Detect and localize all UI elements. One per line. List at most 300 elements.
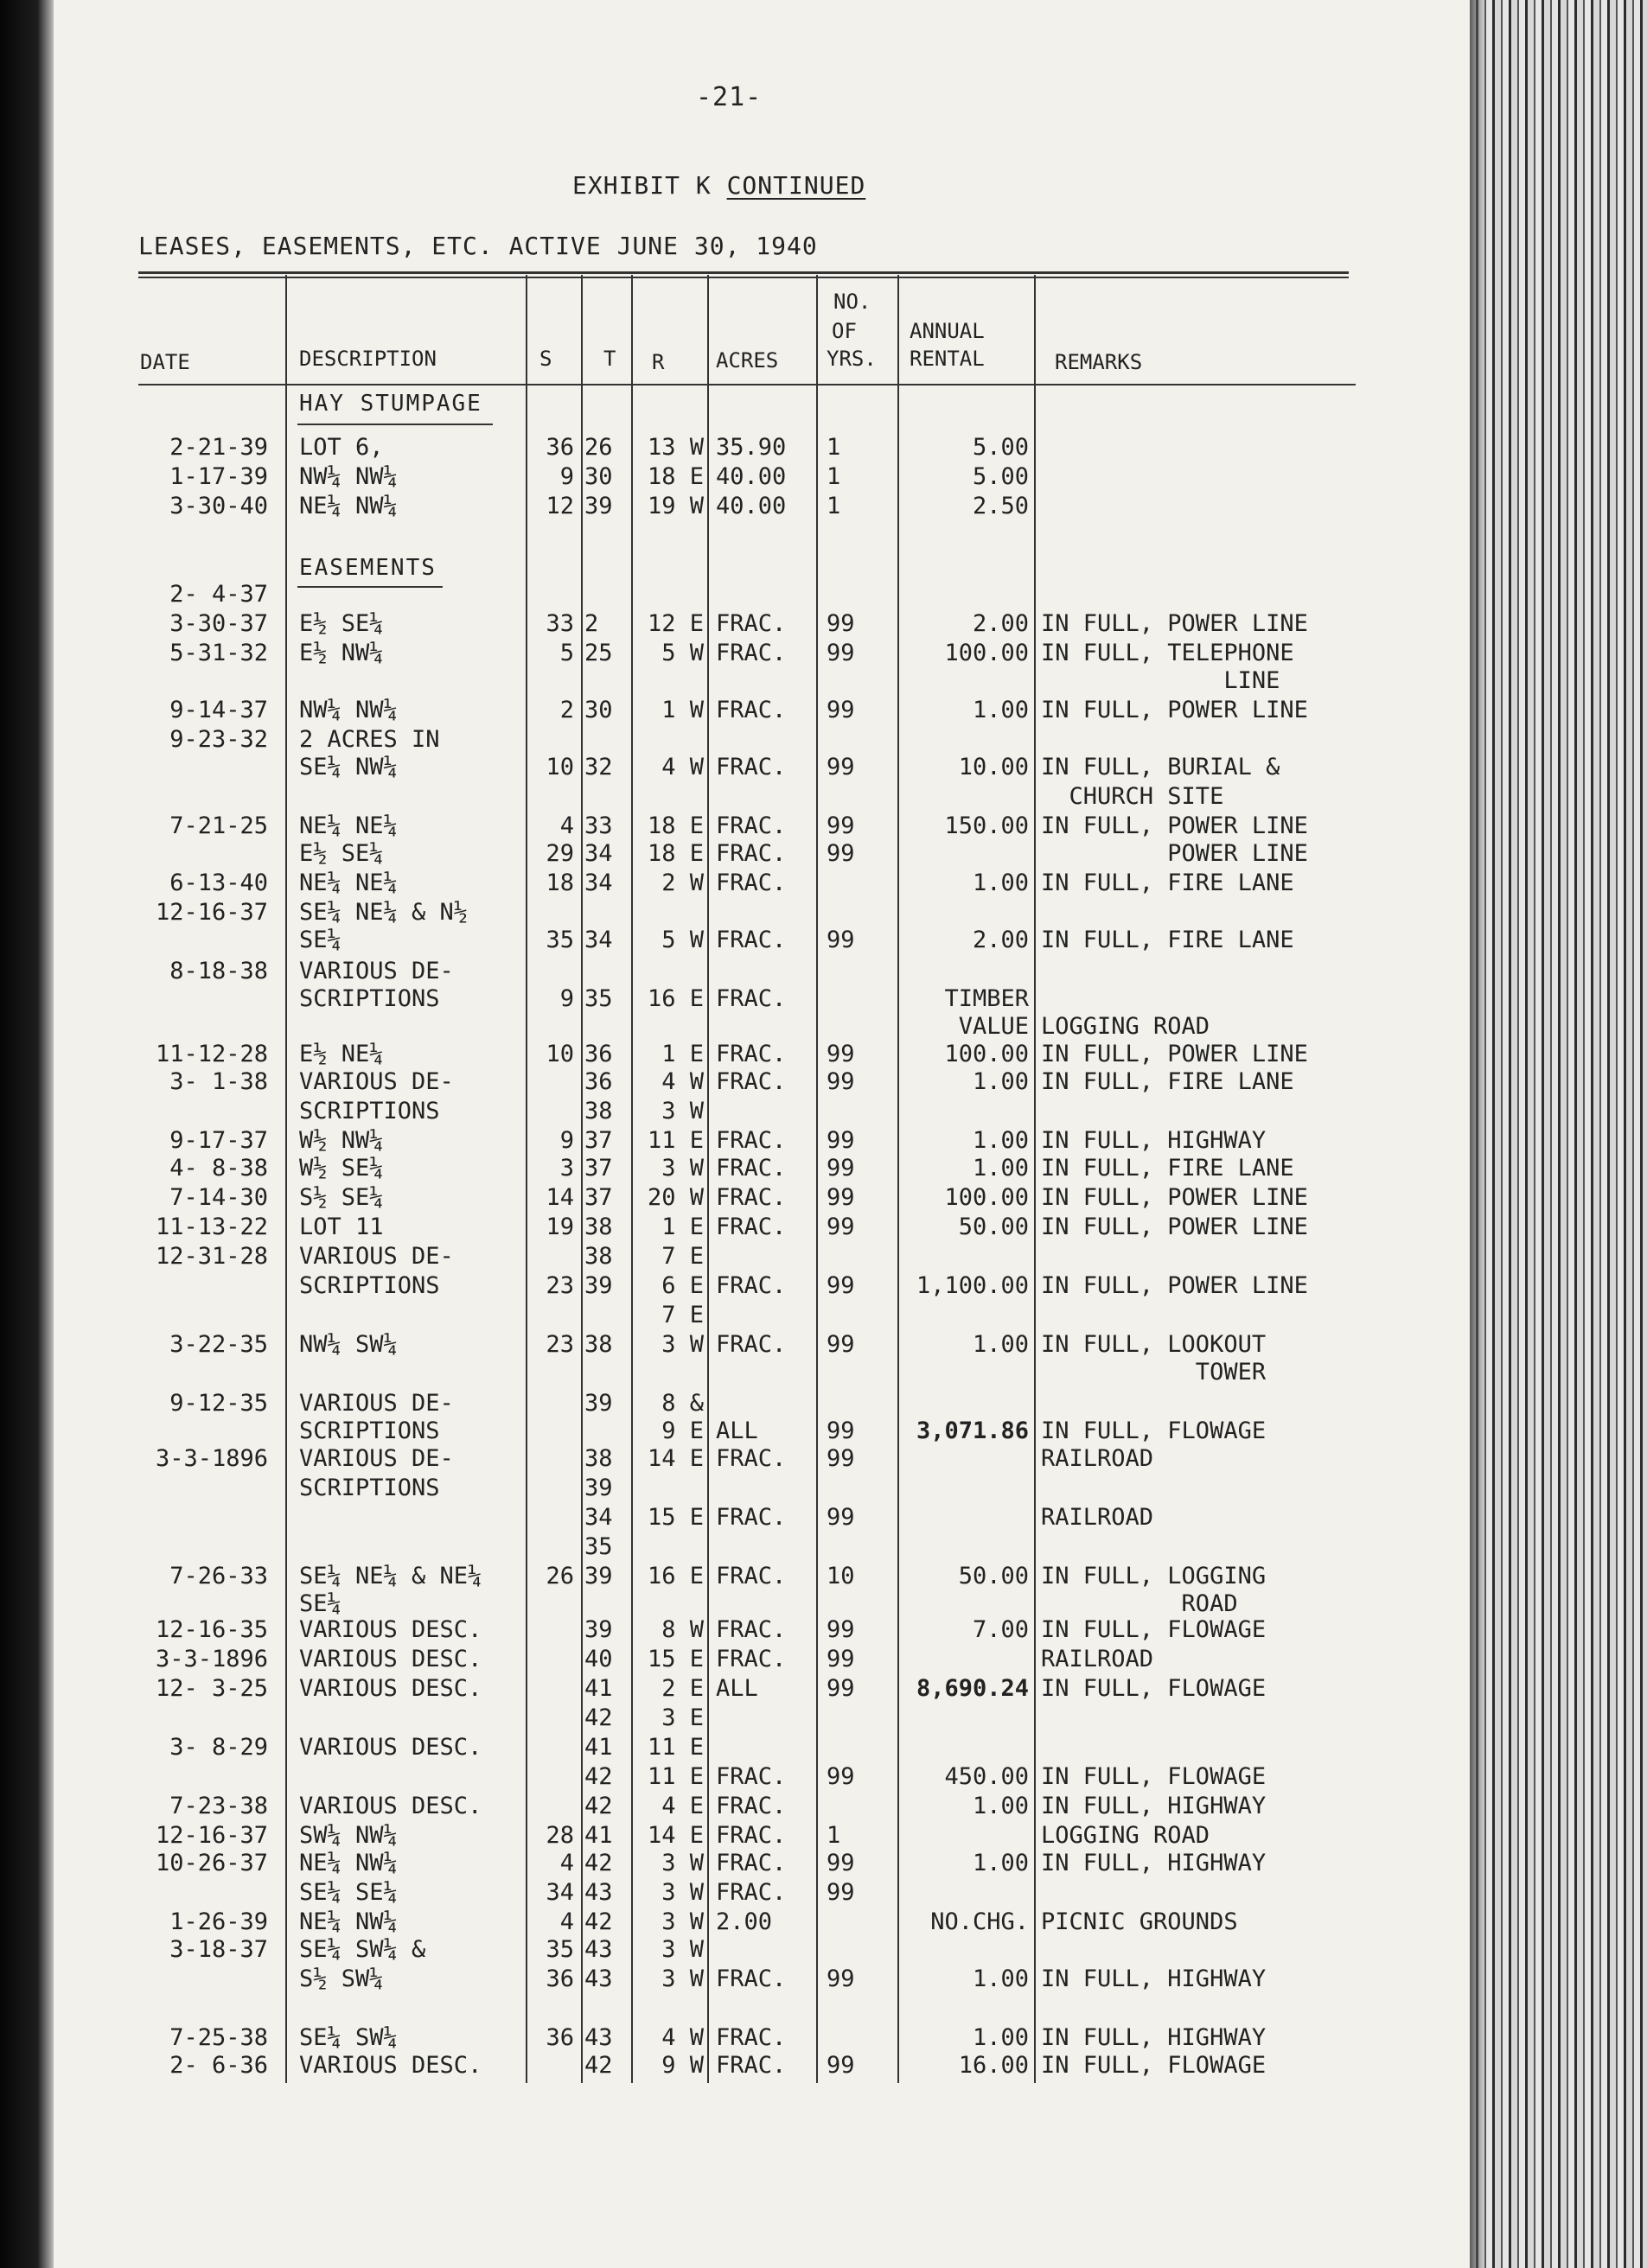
- cell-acres: FRAC.: [716, 1563, 787, 1590]
- exhibit-title-label: EXHIBIT K: [572, 171, 712, 200]
- column-divider: [285, 275, 287, 2083]
- cell-rental: 1.00: [972, 1068, 1029, 1095]
- cell-r: 3 W: [661, 1908, 704, 1935]
- cell-description: SE¼ SW¼ &: [299, 1936, 426, 1963]
- cell-acres: FRAC.: [716, 1822, 787, 1849]
- cell-rental: 1.00: [972, 1127, 1029, 1154]
- cell-t: 42: [584, 1850, 613, 1876]
- cell-r: 15 E: [647, 1504, 704, 1531]
- cell-remarks: IN FULL, POWER LINE: [1041, 1184, 1308, 1211]
- cell-description: SCRIPTIONS: [299, 985, 440, 1012]
- cell-t: 38: [584, 1331, 613, 1358]
- cell-description: W½ SE¼: [299, 1155, 384, 1182]
- cell-description: E½ SE¼: [299, 610, 384, 637]
- cell-t: 36: [584, 1041, 613, 1067]
- cell-date: 12-31-28: [155, 1243, 268, 1270]
- cell-s: 28: [546, 1822, 574, 1849]
- cell-years: 99: [827, 1850, 855, 1876]
- cell-remarks: IN FULL, POWER LINE: [1041, 1041, 1308, 1067]
- cell-s: 26: [546, 1563, 574, 1590]
- cell-remarks: IN FULL, FLOWAGE: [1041, 1616, 1267, 1643]
- cell-remarks: RAILROAD: [1041, 1445, 1154, 1472]
- cell-remarks: ROAD: [1041, 1590, 1238, 1617]
- cell-description: W½ NW¼: [299, 1127, 384, 1154]
- cell-acres: FRAC.: [716, 927, 787, 953]
- cell-years: 99: [827, 1646, 855, 1672]
- cell-years: 99: [827, 812, 855, 839]
- cell-date: 9-12-35: [169, 1390, 268, 1417]
- cell-years: 99: [827, 1965, 855, 1992]
- cell-s: 10: [546, 1041, 574, 1067]
- cell-date: 1-17-39: [169, 463, 268, 490]
- cell-years: 1: [827, 493, 841, 519]
- cell-years: 99: [827, 610, 855, 637]
- cell-rental: 10.00: [958, 754, 1029, 780]
- cell-t: 39: [584, 493, 613, 519]
- cell-date: 1-26-39: [169, 1908, 268, 1935]
- cell-acres: FRAC.: [716, 610, 787, 637]
- cell-r: 16 E: [647, 1563, 704, 1590]
- cell-years: 99: [827, 1331, 855, 1358]
- cell-s: 9: [559, 1127, 574, 1154]
- cell-rental: 3,071.86: [916, 1418, 1029, 1444]
- cell-description: NE¼ NW¼: [299, 1908, 398, 1935]
- cell-r: 3 W: [661, 1879, 704, 1906]
- cell-r: 3 W: [661, 1155, 704, 1182]
- cell-rental: 100.00: [944, 1184, 1029, 1211]
- cell-years: 99: [827, 640, 855, 666]
- section-hay-underline: [297, 424, 493, 425]
- cell-date: 9-17-37: [169, 1127, 268, 1154]
- cell-description: SCRIPTIONS: [299, 1418, 440, 1444]
- cell-remarks: IN FULL, HIGHWAY: [1041, 1850, 1267, 1876]
- cell-t: 43: [584, 2024, 613, 2051]
- cell-acres: FRAC.: [716, 1646, 787, 1672]
- cell-t: 30: [584, 697, 613, 723]
- cell-r: 7 E: [661, 1243, 704, 1270]
- cell-t: 38: [584, 1243, 613, 1270]
- section-easements: EASEMENTS: [299, 555, 437, 581]
- cell-years: 99: [827, 1763, 855, 1790]
- cell-date: 8-18-38: [169, 958, 268, 984]
- cell-t: 38: [584, 1445, 613, 1472]
- column-divider: [1034, 275, 1036, 2083]
- cell-acres: FRAC.: [716, 1850, 787, 1876]
- cell-description: SCRIPTIONS: [299, 1272, 440, 1299]
- cell-years: 99: [827, 840, 855, 867]
- cell-rental: 50.00: [958, 1563, 1029, 1590]
- cell-date: 12-16-35: [155, 1616, 268, 1643]
- cell-description: SE¼ NE¼ & NE¼: [299, 1563, 482, 1590]
- book-page-edges: [1470, 0, 1647, 2268]
- cell-t: 39: [584, 1563, 613, 1590]
- header-acres: ACRES: [716, 348, 779, 373]
- cell-r: 3 W: [661, 1965, 704, 1992]
- cell-r: 14 E: [647, 1445, 704, 1472]
- cell-date: 3- 8-29: [169, 1734, 268, 1761]
- cell-rental: 1.00: [972, 1155, 1029, 1182]
- cell-description: NW¼ NW¼: [299, 463, 398, 490]
- cell-remarks: CHURCH SITE: [1041, 783, 1224, 810]
- header-rental-1: ANNUAL: [910, 319, 985, 343]
- cell-s: 2: [559, 697, 574, 723]
- cell-acres: FRAC.: [716, 1127, 787, 1154]
- header-s: S: [539, 347, 552, 371]
- cell-s: 9: [559, 985, 574, 1012]
- cell-years: 99: [827, 1041, 855, 1067]
- cell-remarks: IN FULL, FLOWAGE: [1041, 1418, 1267, 1444]
- cell-r: 5 W: [661, 640, 704, 666]
- cell-s: 23: [546, 1331, 574, 1358]
- header-remarks: REMARKS: [1055, 350, 1143, 374]
- cell-rental: 2.00: [972, 610, 1029, 637]
- cell-rental: 16.00: [958, 2052, 1029, 2079]
- cell-rental: 1.00: [972, 697, 1029, 723]
- cell-t: 2: [584, 610, 599, 637]
- cell-years: 99: [827, 1445, 855, 1472]
- cell-r: 3 W: [661, 1936, 704, 1963]
- cell-s: 36: [546, 2024, 574, 2051]
- cell-remarks: IN FULL, FIRE LANE: [1041, 870, 1294, 896]
- cell-r: 13 W: [647, 434, 704, 461]
- cell-years: 99: [827, 1184, 855, 1211]
- cell-r: 8 W: [661, 1616, 704, 1643]
- cell-acres: 35.90: [716, 434, 787, 461]
- cell-description: VARIOUS DESC.: [299, 1793, 482, 1819]
- cell-r: 3 W: [661, 1098, 704, 1124]
- cell-rental: 8,690.24: [916, 1675, 1029, 1702]
- header-description: DESCRIPTION: [299, 347, 437, 371]
- cell-r: 3 W: [661, 1850, 704, 1876]
- header-years-3: YRS.: [827, 347, 877, 371]
- cell-remarks: IN FULL, LOGGING: [1041, 1563, 1267, 1590]
- cell-description: SW¼ NW¼: [299, 1822, 398, 1849]
- cell-s: 34: [546, 1879, 574, 1906]
- cell-r: 9 E: [661, 1418, 704, 1444]
- cell-date: 7-21-25: [169, 812, 268, 839]
- cell-acres: FRAC.: [716, 1041, 787, 1067]
- cell-acres: FRAC.: [716, 640, 787, 666]
- cell-s: 23: [546, 1272, 574, 1299]
- cell-date: 3-30-40: [169, 493, 268, 519]
- cell-date: 7-25-38: [169, 2024, 268, 2051]
- cell-description: S½ SE¼: [299, 1184, 384, 1211]
- cell-r: 3 W: [661, 1331, 704, 1358]
- cell-description: VARIOUS DE-: [299, 1390, 454, 1417]
- cell-acres: ALL: [716, 1418, 758, 1444]
- cell-date: 2- 6-36: [169, 2052, 268, 2079]
- cell-acres: FRAC.: [716, 1793, 787, 1819]
- cell-t: 37: [584, 1184, 613, 1211]
- cell-r: 15 E: [647, 1646, 704, 1672]
- cell-s: 35: [546, 927, 574, 953]
- cell-remarks: IN FULL, FIRE LANE: [1041, 1068, 1294, 1095]
- cell-r: 12 E: [647, 610, 704, 637]
- exhibit-title: [572, 171, 865, 201]
- cell-acres: FRAC.: [716, 1763, 787, 1790]
- cell-rental: 5.00: [972, 434, 1029, 461]
- cell-years: 99: [827, 1068, 855, 1095]
- cell-remarks: IN FULL, TELEPHONE: [1041, 640, 1294, 666]
- cell-description: NE¼ NE¼: [299, 870, 398, 896]
- cell-remarks: IN FULL, HIGHWAY: [1041, 1793, 1267, 1819]
- cell-t: 34: [584, 1504, 613, 1531]
- cell-rental: 2.50: [972, 493, 1029, 519]
- cell-description: NW¼ SW¼: [299, 1331, 398, 1358]
- cell-s: 10: [546, 754, 574, 780]
- cell-rental: 2.00: [972, 927, 1029, 953]
- column-divider: [707, 275, 709, 2083]
- cell-years: 99: [827, 1616, 855, 1643]
- cell-t: 41: [584, 1734, 613, 1761]
- cell-rental: TIMBER: [944, 985, 1029, 1012]
- cell-description: SE¼: [299, 1590, 342, 1617]
- cell-r: 14 E: [647, 1822, 704, 1849]
- cell-rental: NO.CHG.: [930, 1908, 1029, 1935]
- cell-acres: FRAC.: [716, 870, 787, 896]
- cell-remarks: IN FULL, HIGHWAY: [1041, 1127, 1267, 1154]
- cell-description: VARIOUS DE-: [299, 1445, 454, 1472]
- cell-acres: FRAC.: [716, 1184, 787, 1211]
- cell-description: VARIOUS DESC.: [299, 1675, 482, 1702]
- cell-description: SE¼ NW¼: [299, 754, 398, 780]
- cell-description: VARIOUS DESC.: [299, 2052, 482, 2079]
- cell-acres: FRAC.: [716, 697, 787, 723]
- header-r: R: [652, 350, 665, 374]
- cell-remarks: IN FULL, HIGHWAY: [1041, 2024, 1267, 2051]
- cell-r: 18 E: [647, 840, 704, 867]
- cell-acres: FRAC.: [716, 1616, 787, 1643]
- cell-remarks: IN FULL, POWER LINE: [1041, 1272, 1308, 1299]
- cell-t: 42: [584, 2052, 613, 2079]
- cell-date: 5-31-32: [169, 640, 268, 666]
- cell-t: 33: [584, 812, 613, 839]
- cell-acres: FRAC.: [716, 1965, 787, 1992]
- cell-r: 2 E: [661, 1675, 704, 1702]
- cell-t: 43: [584, 1936, 613, 1963]
- cell-t: 42: [584, 1908, 613, 1935]
- cell-s: 4: [559, 812, 574, 839]
- cell-remarks: LOGGING ROAD: [1041, 1013, 1210, 1040]
- cell-date: 7-23-38: [169, 1793, 268, 1819]
- cell-years: 99: [827, 1879, 855, 1906]
- cell-r: 4 W: [661, 1068, 704, 1095]
- cell-acres: FRAC.: [716, 1879, 787, 1906]
- cell-description: VARIOUS DESC.: [299, 1646, 482, 1672]
- cell-remarks: IN FULL, FIRE LANE: [1041, 1155, 1294, 1182]
- cell-remarks: IN FULL, FLOWAGE: [1041, 2052, 1267, 2079]
- cell-acres: 40.00: [716, 463, 787, 490]
- cell-t: 39: [584, 1616, 613, 1643]
- cell-years: 99: [827, 1127, 855, 1154]
- cell-acres: FRAC.: [716, 754, 787, 780]
- cell-date: 11-12-28: [155, 1041, 268, 1067]
- cell-years: 99: [827, 2052, 855, 2079]
- header-years-1: NO.: [833, 290, 871, 314]
- cell-remarks: POWER LINE: [1041, 840, 1308, 867]
- header-date: DATE: [140, 350, 190, 374]
- cell-remarks: TOWER: [1041, 1359, 1267, 1386]
- cell-years: 99: [827, 1214, 855, 1240]
- cell-s: 4: [559, 1850, 574, 1876]
- cell-years: 10: [827, 1563, 855, 1590]
- cell-t: 30: [584, 463, 613, 490]
- cell-t: 26: [584, 434, 613, 461]
- cell-acres: FRAC.: [716, 1155, 787, 1182]
- cell-r: 20 W: [647, 1184, 704, 1211]
- cell-r: 4 W: [661, 754, 704, 780]
- cell-s: 36: [546, 1965, 574, 1992]
- cell-description: VARIOUS DE-: [299, 1068, 454, 1095]
- cell-rental: 50.00: [958, 1214, 1029, 1240]
- cell-r: 9 W: [661, 2052, 704, 2079]
- cell-r: 18 E: [647, 463, 704, 490]
- cell-t: 40: [584, 1646, 613, 1672]
- cell-date: 7-26-33: [169, 1563, 268, 1590]
- cell-t: 34: [584, 870, 613, 896]
- cell-years: 99: [827, 1418, 855, 1444]
- cell-s: 9: [559, 463, 574, 490]
- cell-acres: FRAC.: [716, 1445, 787, 1472]
- cell-r: 19 W: [647, 493, 704, 519]
- cell-description: SCRIPTIONS: [299, 1475, 440, 1501]
- cell-years: 1: [827, 434, 841, 461]
- cell-r: 6 E: [661, 1272, 704, 1299]
- cell-description: SE¼: [299, 927, 342, 953]
- cell-years: 99: [827, 1675, 855, 1702]
- cell-t: 25: [584, 640, 613, 666]
- cell-remarks: IN FULL, POWER LINE: [1041, 697, 1308, 723]
- cell-rental: 100.00: [944, 1041, 1029, 1067]
- cell-date: 12-16-37: [155, 899, 268, 926]
- cell-description: LOT 6,: [299, 434, 384, 461]
- cell-years: 99: [827, 1272, 855, 1299]
- cell-date: 4- 8-38: [169, 1155, 268, 1182]
- cell-description: VARIOUS DE-: [299, 958, 454, 984]
- header-rental-2: RENTAL: [910, 347, 985, 371]
- cell-date: 6-13-40: [169, 870, 268, 896]
- header-bottom-rule: [138, 384, 1356, 385]
- cell-remarks: IN FULL, POWER LINE: [1041, 1214, 1308, 1240]
- cell-r: 11 E: [647, 1763, 704, 1790]
- cell-s: 19: [546, 1214, 574, 1240]
- cell-t: 42: [584, 1763, 613, 1790]
- cell-t: 41: [584, 1822, 613, 1849]
- cell-rental: 7.00: [972, 1616, 1029, 1643]
- cell-t: 32: [584, 754, 613, 780]
- cell-remarks: RAILROAD: [1041, 1504, 1154, 1531]
- cell-remarks: IN FULL, HIGHWAY: [1041, 1965, 1267, 1992]
- cell-s: 35: [546, 1936, 574, 1963]
- cell-years: 99: [827, 697, 855, 723]
- cell-remarks: IN FULL, FLOWAGE: [1041, 1675, 1267, 1702]
- header-years-2: OF: [832, 319, 857, 343]
- cell-years: 99: [827, 1155, 855, 1182]
- cell-date: 2- 4-37: [169, 581, 268, 608]
- cell-acres: 2.00: [716, 1908, 773, 1935]
- cell-t: 34: [584, 927, 613, 953]
- cell-remarks: LOGGING ROAD: [1041, 1822, 1210, 1849]
- cell-s: 29: [546, 840, 574, 867]
- cell-t: 41: [584, 1675, 613, 1702]
- cell-t: 35: [584, 985, 613, 1012]
- cell-r: 3 E: [661, 1704, 704, 1731]
- cell-t: 39: [584, 1475, 613, 1501]
- cell-r: 2 W: [661, 870, 704, 896]
- cell-rental: 1.00: [972, 1331, 1029, 1358]
- cell-remarks: IN FULL, POWER LINE: [1041, 812, 1308, 839]
- cell-acres: FRAC.: [716, 1272, 787, 1299]
- cell-r: 7 E: [661, 1302, 704, 1328]
- cell-description: NE¼ NE¼: [299, 812, 398, 839]
- cell-rental: 1.00: [972, 2024, 1029, 2051]
- scan-left-edge: [0, 0, 54, 2268]
- cell-date: 9-23-32: [169, 726, 268, 753]
- cell-description: E½ SE¼: [299, 840, 384, 867]
- cell-rental: 100.00: [944, 640, 1029, 666]
- cell-acres: FRAC.: [716, 1331, 787, 1358]
- cell-acres: FRAC.: [716, 840, 787, 867]
- cell-t: 43: [584, 1965, 613, 1992]
- cell-description: SCRIPTIONS: [299, 1098, 440, 1124]
- cell-years: 1: [827, 1822, 841, 1849]
- cell-t: 38: [584, 1214, 613, 1240]
- cell-s: 18: [546, 870, 574, 896]
- cell-r: 16 E: [647, 985, 704, 1012]
- cell-s: 3: [559, 1155, 574, 1182]
- column-divider: [816, 275, 818, 2083]
- cell-date: 3-3-1896: [155, 1445, 268, 1472]
- cell-s: 12: [546, 493, 574, 519]
- cell-remarks: IN FULL, POWER LINE: [1041, 610, 1308, 637]
- cell-s: 5: [559, 640, 574, 666]
- section-easements-underline: [297, 586, 443, 588]
- cell-acres: 40.00: [716, 493, 787, 519]
- cell-t: 36: [584, 1068, 613, 1095]
- cell-rental: 1,100.00: [916, 1272, 1029, 1299]
- cell-description: S½ SW¼: [299, 1965, 384, 1992]
- cell-r: 8 &: [661, 1390, 704, 1417]
- cell-r: 1 E: [661, 1041, 704, 1067]
- cell-date: 9-14-37: [169, 697, 268, 723]
- cell-s: 14: [546, 1184, 574, 1211]
- cell-description: E½ NE¼: [299, 1041, 384, 1067]
- cell-t: 35: [584, 1533, 613, 1560]
- cell-rental: VALUE: [958, 1013, 1029, 1040]
- cell-description: NE¼ NW¼: [299, 493, 398, 519]
- cell-t: 37: [584, 1155, 613, 1182]
- cell-description: SE¼ NE¼ & N½: [299, 899, 469, 926]
- cell-r: 18 E: [647, 812, 704, 839]
- cell-description: E½ NW¼: [299, 640, 384, 666]
- exhibit-title-continued: CONTINUED: [726, 171, 866, 200]
- cell-t: 38: [584, 1098, 613, 1124]
- cell-t: 39: [584, 1272, 613, 1299]
- page-number: -21-: [696, 82, 763, 112]
- cell-acres: FRAC.: [716, 2052, 787, 2079]
- cell-years: 99: [827, 927, 855, 953]
- cell-description: VARIOUS DESC.: [299, 1734, 482, 1761]
- cell-r: 1 W: [661, 697, 704, 723]
- cell-s: 33: [546, 610, 574, 637]
- section-hay-stumpage: HAY STUMPAGE: [299, 391, 482, 417]
- book-gutter-shadow: [1470, 0, 1485, 2268]
- cell-date: 3-3-1896: [155, 1646, 268, 1672]
- cell-remarks: IN FULL, FIRE LANE: [1041, 927, 1294, 953]
- cell-date: 7-14-30: [169, 1184, 268, 1211]
- cell-acres: FRAC.: [716, 812, 787, 839]
- cell-rental: 450.00: [944, 1763, 1029, 1790]
